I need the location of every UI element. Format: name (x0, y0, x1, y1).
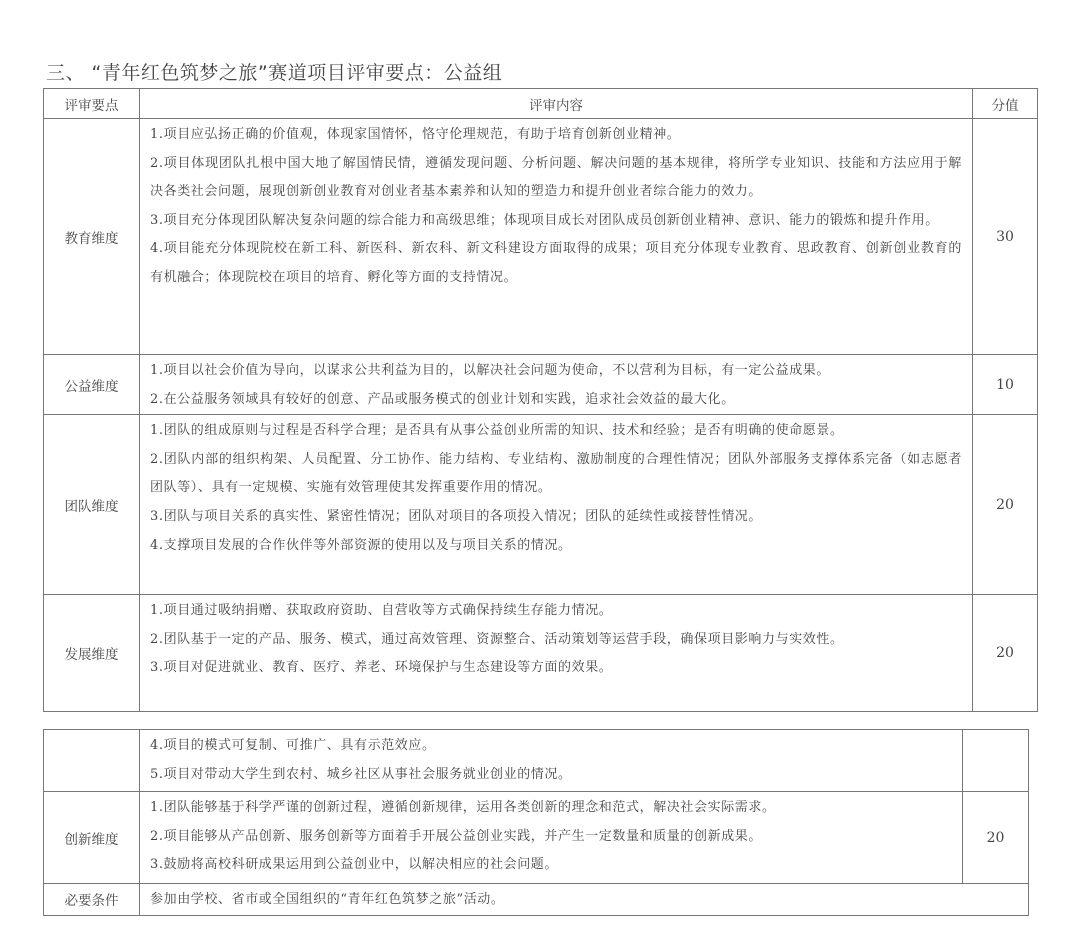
dim-public-welfare: 公益维度 (44, 355, 140, 415)
list-item: 4.项目能充分体现院校在新工科、新医科、新农科、新文科建设方面取得的成果；项目充分体现专业教育、思政教育、创新创业教育的有机融合；体现院校在项目的培育、孵化等方面的支持情况。 (150, 241, 962, 285)
dim-education: 教育维度 (44, 119, 140, 355)
page-title: 三、 “青年红色筑梦之旅”赛道项目评审要点：公益组 (46, 62, 503, 84)
row-required (44, 884, 1029, 916)
list-item: 2.在公益服务领域具有较好的创意、产品或服务模式的创业计划和实践，追求社会效益的最大化。 (150, 391, 735, 407)
list-item: 4.项目的模式可复制、可推广、具有示范效应。 (150, 738, 436, 753)
list-item: 1.项目以社会价值为导向，以谋求公共利益为目的，以解决社会问题为使命，不以营利为目标，有一定公益成果。 (150, 363, 831, 378)
dim-development: 发展维度 (44, 595, 140, 712)
list-item: 3.团队与项目关系的真实性、紧密性情况；团队对项目的各项投入情况；团队的延续性或接替性情况。 (150, 508, 763, 524)
list-item: 3.项目对促进就业、教育、医疗、养老、环境保护与生态建设等方面的效果。 (150, 660, 613, 676)
evaluation-table-continued (43, 729, 1029, 916)
list-item: 4.支撑项目发展的合作伙伴等外部资源的使用以及与项目关系的情况。 (150, 537, 572, 553)
list-item: 1.项目通过吸纳捐赠、获取政府资助、自营收等方式确保持续生存能力情况。 (150, 603, 613, 619)
list-item: 1.项目应弘扬正确的价值观，体现家国情怀，恪守伦理规范，有助于培育创新创业精神。 (150, 127, 681, 142)
content-development (140, 595, 973, 712)
dim-innovation: 创新维度 (44, 792, 140, 884)
content-education (140, 119, 973, 355)
dim-required: 必要条件 (44, 884, 140, 916)
list-item: 3.项目充分体现团队解决复杂问题的综合能力和高级思维；体现项目成长对团队成员创新创业精神、意识、能力的锻炼和提升作用。 (150, 212, 939, 228)
content-development-continued (140, 730, 963, 792)
dim-continued-empty (44, 730, 140, 792)
evaluation-table (43, 88, 1038, 712)
list-item: 5.项目对带动大学生到农村、城乡社区从事社会服务就业创业的情况。 (150, 766, 572, 782)
dim-team: 团队维度 (44, 415, 140, 595)
row-development-continued (44, 730, 1029, 792)
header-content: 评审内容 (140, 89, 973, 119)
row-team (44, 415, 1038, 595)
score-development: 20 (973, 595, 1038, 712)
table-header-row (44, 89, 1038, 119)
list-item: 2.项目体现团队扎根中国大地了解国情民情，遵循发现问题、分析问题、解决问题的基本规律，将所学专业知识、技能和方法应用于解决各类社会问题，展现创新创业教育对创业者基本素养和认知的塑造力和提升创业者综合能力的效力。 (150, 155, 962, 200)
score-innovation: 20 (963, 792, 1029, 884)
content-public-welfare (140, 355, 973, 415)
row-development (44, 595, 1038, 712)
content-team (140, 415, 973, 595)
score-continued-empty (963, 730, 1029, 792)
list-item: 3.鼓励将高校科研成果运用到公益创业中，以解决相应的社会问题。 (150, 857, 559, 873)
score-public-welfare: 10 (973, 355, 1038, 415)
row-innovation (44, 792, 1029, 884)
content-required: 参加由学校、省市或全国组织的“青年红色筑梦之旅”活动。 (140, 884, 1029, 916)
content-innovation (140, 792, 963, 884)
list-item: 2.项目能够从产品创新、服务创新等方面着手开展公益创业实践，并产生一定数量和质量的创新成果。 (150, 828, 763, 844)
header-score: 分值 (973, 89, 1038, 119)
row-public-welfare (44, 355, 1038, 415)
list-item: 2.团队内部的组织构架、人员配置、分工协作、能力结构、专业结构、激励制度的合理性情况；团队外部服务支撑体系完备（如志愿者团队等）、具有一定规模、实施有效管理使其发挥重要作用的情况。 (150, 451, 962, 496)
list-item: 1.团队能够基于科学严谨的创新过程，遵循创新规律，运用各类创新的理念和范式，解决社会实际需求。 (150, 800, 776, 815)
header-dim: 评审要点 (44, 89, 140, 119)
list-item: 2.团队基于一定的产品、服务、模式，通过高效管理、资源整合、活动策划等运营手段，确保项目影响力与实效性。 (150, 631, 844, 647)
score-team: 20 (973, 415, 1038, 595)
list-item: 1.团队的组成原则与过程是否科学合理；是否具有从事公益创业所需的知识、技术和经验；是否有明确的使命愿景。 (150, 423, 844, 439)
score-education: 30 (973, 119, 1038, 355)
row-education (44, 119, 1038, 355)
